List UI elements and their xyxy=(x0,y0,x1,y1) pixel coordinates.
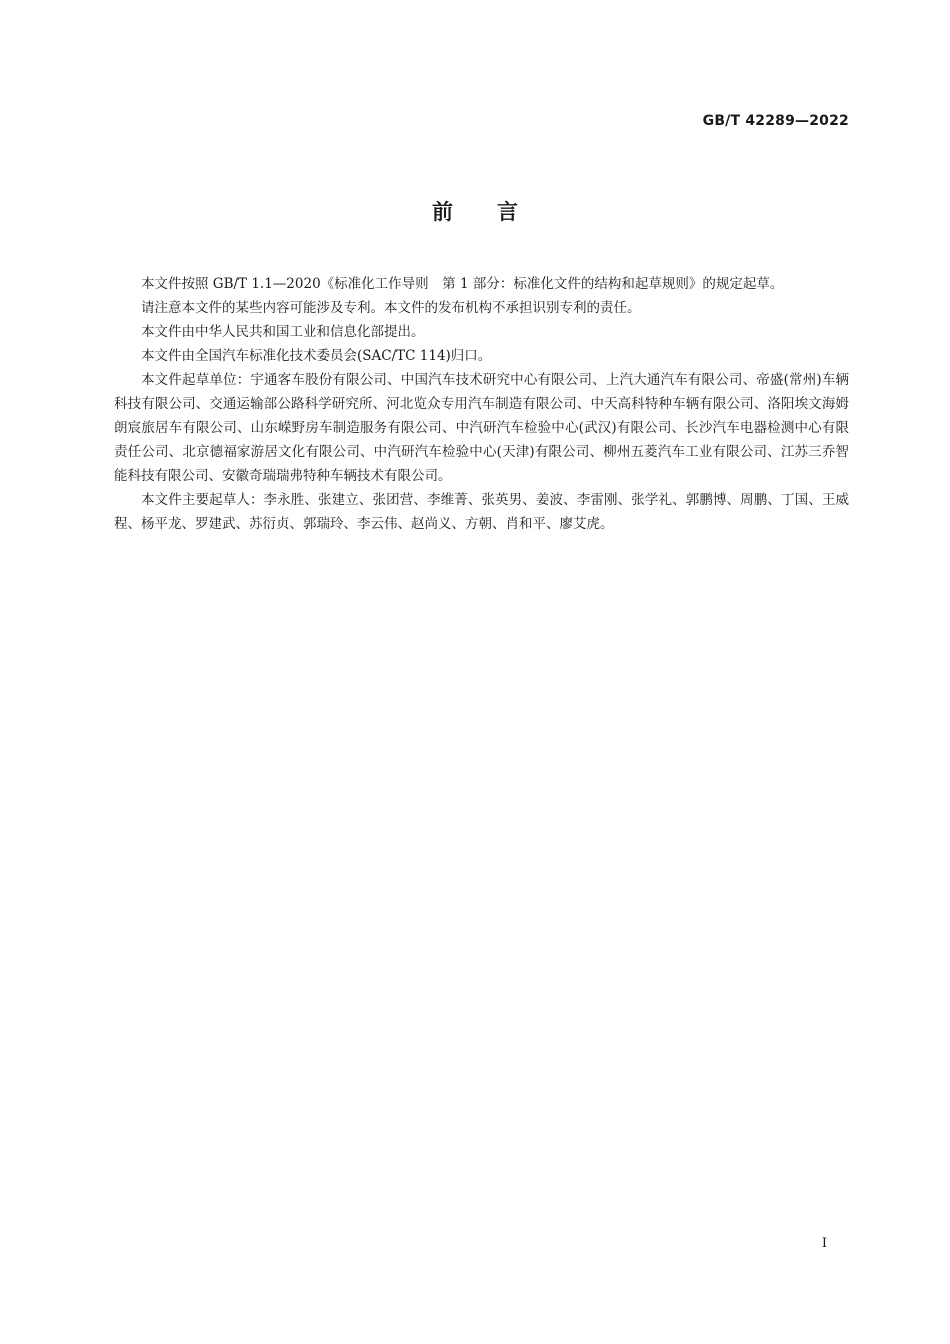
page-number: I xyxy=(821,1236,827,1251)
paragraph-main-drafters: 本文件主要起草人：李永胜、张建立、张团营、李维菁、张英男、姜波、李雷刚、张学礼、郭鹏博、周鹏、丁国、王威程、杨平龙、罗建武、苏衍贞、郭瑞玲、李云伟、赵尚义、方朝、肖和平、廖艾虎。 xyxy=(114,492,849,532)
foreword-body xyxy=(114,272,849,536)
paragraph-drafting-units: 本文件起草单位：宇通客车股份有限公司、中国汽车技术研究中心有限公司、上汽大通汽车有限公司、帝盛(常州)车辆科技有限公司、交通运输部公路科学研究所、河北览众专用汽车制造有限公司、中天高科特种车辆有限公司、洛阳埃文海姆朗宸旅居车有限公司、山东嵘野房车制造服务有限公司、中汽研汽车检验中心(武汉)有限公司、长沙汽车电器检测中心有限责任公司、北京德福家游居文化有限公司、中汽研汽车检验中心(天津)有限公司、柳州五菱汽车工业有限公司、江苏三乔智能科技有限公司、安徽奇瑞瑞弗特种车辆技术有限公司。 xyxy=(114,372,849,484)
paragraph-drafting-rules: 本文件按照 GB/T 1.1—2020《标准化工作导则 第 1 部分：标准化文件的结构和起草规则》的规定起草。 xyxy=(141,276,784,292)
standard-number: GB/T 42289—2022 xyxy=(702,113,849,129)
paragraph-proposer: 本文件由中华人民共和国工业和信息化部提出。 xyxy=(141,324,425,340)
paragraph-technical-committee: 本文件由全国汽车标准化技术委员会(SAC/TC 114)归口。 xyxy=(141,348,492,364)
paragraph-patent-notice: 请注意本文件的某些内容可能涉及专利。本文件的发布机构不承担识别专利的责任。 xyxy=(141,300,641,316)
page-title: 前言 xyxy=(432,200,562,224)
